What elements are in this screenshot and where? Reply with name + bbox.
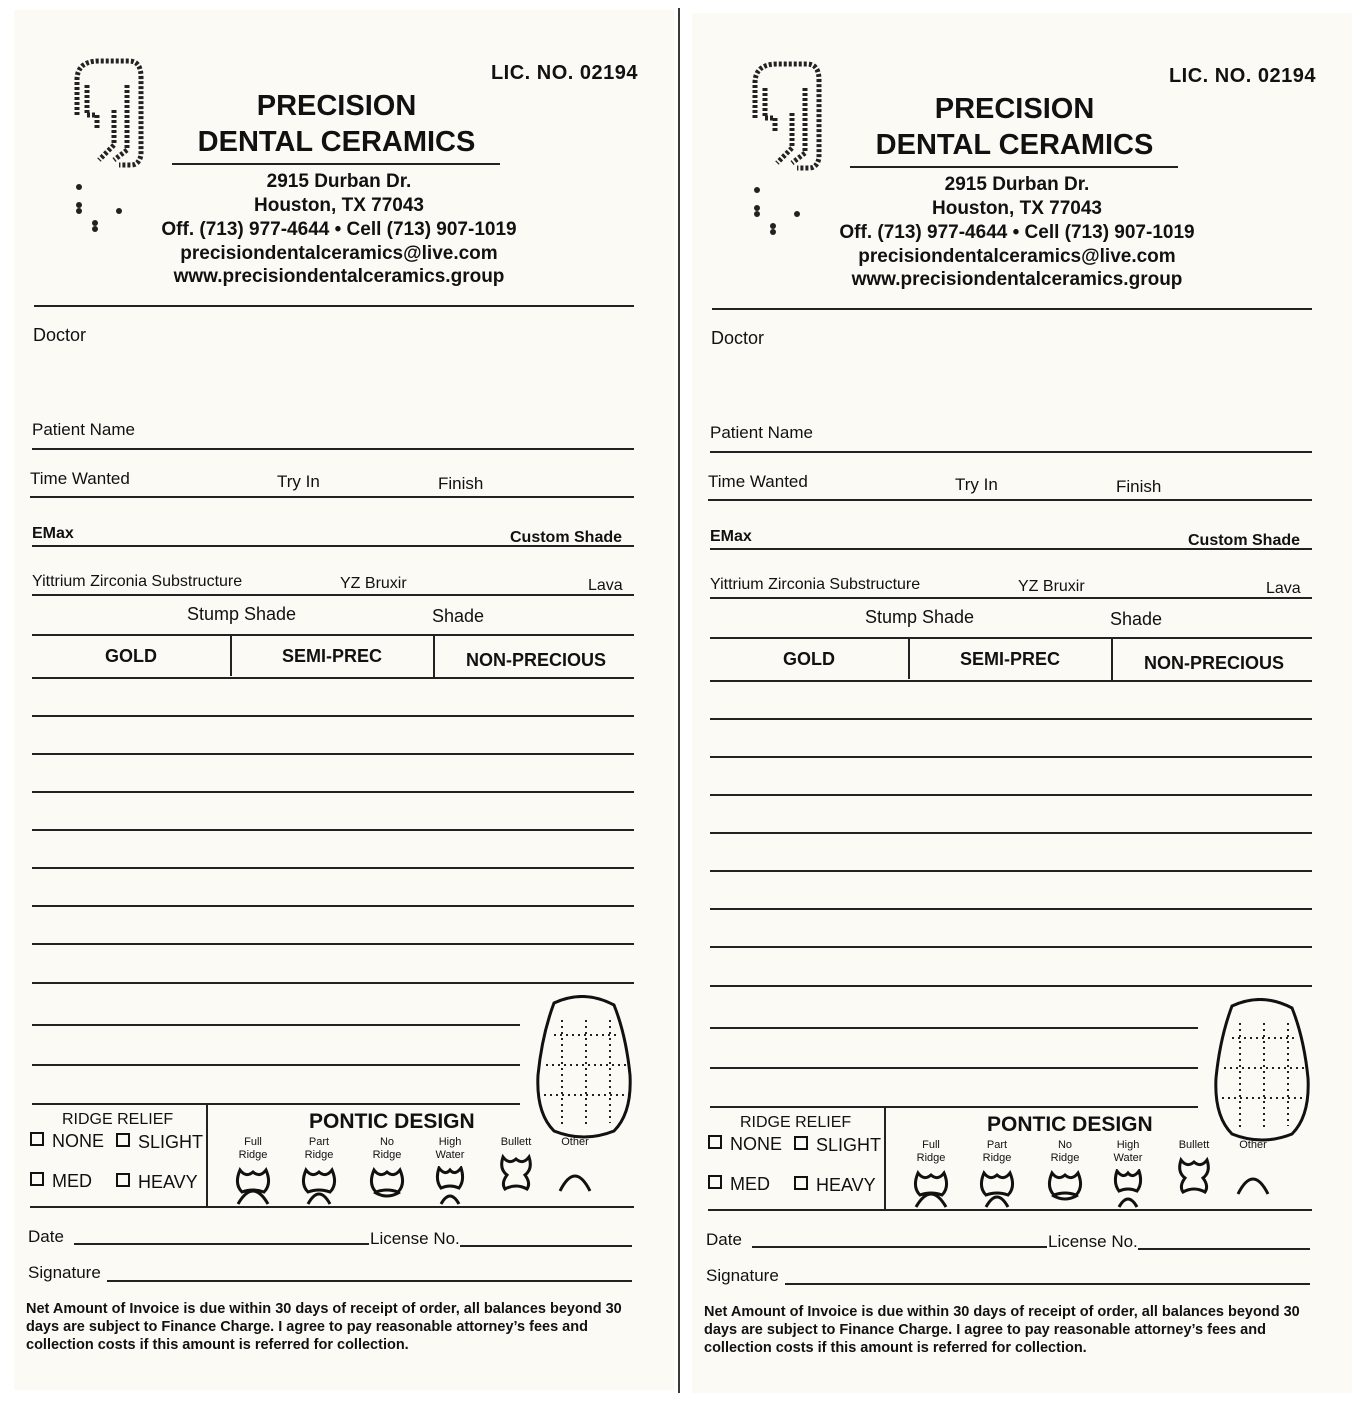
instruction-line[interactable] [32,829,634,831]
pontic-no-ridge-icon [368,1166,406,1206]
yttrium-label: Yittrium Zirconia Substructure [32,573,243,590]
metal-gold[interactable]: GOLD [105,646,157,666]
metal-semi-prec[interactable]: SEMI-PREC [959,649,1060,669]
substructure-field[interactable] [32,594,634,596]
ridge-option-none[interactable]: NONE [30,1131,104,1152]
license-no-field[interactable] [460,1245,632,1247]
instruction-line[interactable] [710,756,1312,758]
metal-non-precious[interactable]: NON-PRECIOUS [1143,653,1284,673]
date-label: Date [28,1227,64,1246]
pontic-row-rule [708,1209,1312,1211]
patient-name-label: Patient Name [710,423,813,442]
instruction-line[interactable] [32,982,634,984]
signature-label: Signature [28,1263,101,1282]
sheet-divider [678,8,680,1393]
pontic-other-icon [556,1153,594,1193]
date-label: Date [706,1230,742,1249]
instruction-line[interactable] [32,1064,520,1066]
instruction-line[interactable] [710,985,1312,987]
pontic-no-ridge-icon [1046,1169,1084,1209]
metal-row-rule [710,680,1312,682]
tooth-shade-map-icon[interactable] [534,995,634,1140]
checkbox-icon[interactable] [30,1172,44,1186]
pontic-high-water-icon [1109,1169,1147,1209]
time-wanted-field[interactable] [708,499,1312,501]
instruction-line[interactable] [710,1067,1198,1069]
metal-divider [433,634,435,678]
signature-label: Signature [706,1266,779,1285]
header-rule [34,305,634,307]
custom-shade-label: Custom Shade [1188,532,1301,549]
metal-divider [230,634,232,676]
lava-label: Lava [1266,580,1301,597]
lab-order-form-left [14,10,674,1390]
shade-field[interactable] [32,634,634,636]
instruction-line[interactable] [710,1106,1198,1108]
title-underline [850,166,1178,168]
payment-terms: Net Amount of Invoice is due within 30 days of receipt of order, all balances beyond 30 days are subject to Finance Charge. I agree to pay reasonable attorney’s fees and collection costs if this amount is referred for collection. [26,1301,622,1353]
pontic-full-ridge-icon [912,1169,950,1209]
pontic-bullett[interactable]: Bullett [1164,1139,1224,1196]
instruction-line[interactable] [32,1103,520,1105]
lab-city: Houston, TX 77043 [254,195,424,216]
instruction-line[interactable] [710,870,1312,872]
pontic-bullett[interactable]: Bullett [486,1136,546,1193]
stump-shade-label: Stump Shade [865,607,975,627]
pontic-full-ridge-icon [234,1166,272,1206]
metal-semi-prec[interactable]: SEMI-PREC [281,646,382,666]
instruction-line[interactable] [32,943,634,945]
checkbox-icon[interactable] [794,1136,808,1150]
instruction-line[interactable] [32,905,634,907]
checkbox-icon[interactable] [116,1133,130,1147]
tooth-shade-map-icon[interactable] [1212,998,1312,1143]
metal-gold[interactable]: GOLD [783,649,835,669]
time-wanted-field[interactable] [30,496,634,498]
ridge-option-none[interactable]: NONE [708,1134,782,1155]
doctor-label: Doctor [711,328,765,348]
pontic-no-ridge[interactable]: No Ridge [1035,1139,1095,1209]
metal-divider [908,637,910,679]
lab-name-line2: DENTAL CERAMICS [197,126,476,158]
pontic-part-ridge-icon [978,1169,1016,1209]
pontic-full-ridge[interactable]: Full Ridge [901,1139,961,1209]
ridge-option-heavy[interactable]: HEAVY [116,1172,198,1193]
pontic-other-icon [1234,1156,1272,1196]
metal-row-rule [32,677,634,679]
ridge-option-slight[interactable]: SLIGHT [116,1132,203,1153]
ridge-option-med[interactable]: MED [30,1171,92,1192]
metal-non-precious[interactable]: NON-PRECIOUS [465,650,606,670]
pontic-part-ridge[interactable]: Part Ridge [289,1136,349,1206]
signature-field[interactable] [107,1280,632,1282]
pontic-other[interactable]: Other [1223,1139,1283,1196]
emax-field[interactable] [710,548,1312,550]
lab-website: www.precisiondentalceramics.group [851,269,1183,290]
checkbox-icon[interactable] [708,1135,722,1149]
lab-website: www.precisiondentalceramics.group [173,266,505,287]
instruction-line[interactable] [710,1027,1198,1029]
pontic-other[interactable]: Other [545,1136,605,1193]
shade-field[interactable] [710,637,1312,639]
instruction-line[interactable] [710,832,1312,834]
lab-email: precisiondentalceramics@live.com [180,243,498,264]
pontic-no-ridge[interactable]: No Ridge [357,1136,417,1206]
yz-bruxir-label: YZ Bruxir [340,575,407,592]
instruction-line[interactable] [32,753,634,755]
shade-label: Shade [432,606,485,626]
lab-phones: Off. (713) 977-4644 • Cell (713) 907-1019 [839,222,1195,243]
ridge-option-med[interactable]: MED [708,1174,770,1195]
lab-name-line2: DENTAL CERAMICS [875,129,1154,161]
custom-shade-label: Custom Shade [510,529,623,546]
instruction-line[interactable] [710,794,1312,796]
finish-label: Finish [438,474,484,493]
instruction-line[interactable] [710,718,1312,720]
pontic-part-ridge[interactable]: Part Ridge [967,1139,1027,1209]
pontic-design-title: PONTIC DESIGN [987,1113,1153,1136]
shade-label: Shade [1110,609,1163,629]
pontic-design-title: PONTIC DESIGN [309,1110,475,1133]
pontic-row-rule [30,1206,634,1208]
instruction-line[interactable] [32,791,634,793]
doctor-label: Doctor [33,325,87,345]
checkbox-icon[interactable] [708,1175,722,1189]
header-rule [712,308,1312,310]
lab-city: Houston, TX 77043 [932,198,1102,219]
ridge-option-heavy[interactable]: HEAVY [794,1175,876,1196]
metal-divider [1111,637,1113,681]
finish-label: Finish [1116,477,1162,496]
instruction-line[interactable] [710,908,1312,910]
instruction-line[interactable] [32,867,634,869]
emax-label: EMax [32,525,74,542]
ridge-relief-title: RIDGE RELIEF [740,1114,852,1131]
checkbox-icon[interactable] [794,1176,808,1190]
date-field[interactable] [752,1246,1047,1248]
time-wanted-label: Time Wanted [30,469,130,488]
substructure-field[interactable] [710,597,1312,599]
lab-street: 2915 Durban Dr. [266,171,412,192]
patient-name-field[interactable] [710,451,1312,453]
payment-terms: Net Amount of Invoice is due within 30 days of receipt of order, all balances beyond 30 days are subject to Finance Charge. I agree to pay reasonable attorney’s fees and collection costs if this amount is referred for collection. [704,1304,1300,1356]
lab-name-line1: PRECISION [934,93,1095,125]
ridge-relief-title: RIDGE RELIEF [62,1111,174,1128]
pontic-high-water[interactable]: High Water [420,1136,480,1206]
emax-label: EMax [710,528,752,545]
license-no-label: License No. [370,1229,460,1248]
ridge-pontic-divider [884,1107,886,1211]
checkbox-icon[interactable] [30,1132,44,1146]
license-no-label: License No. [1048,1232,1138,1251]
signature-field[interactable] [785,1283,1310,1285]
try-in-label: Try In [277,472,320,491]
pontic-high-water-icon [431,1166,469,1206]
stump-shade-label: Stump Shade [187,604,297,624]
lab-street: 2915 Durban Dr. [944,174,1090,195]
try-in-label: Try In [955,475,998,494]
ridge-option-slight[interactable]: SLIGHT [794,1135,881,1156]
patient-name-label: Patient Name [32,420,135,439]
title-underline [172,163,500,165]
date-field[interactable] [74,1243,369,1245]
lab-order-form-right [692,13,1352,1393]
instruction-line[interactable] [32,715,634,717]
instruction-line[interactable] [32,1024,520,1026]
license-no-field[interactable] [1138,1248,1310,1250]
time-wanted-label: Time Wanted [708,472,808,491]
lava-label: Lava [588,577,623,594]
license-number: LIC. NO. 02194 [490,62,638,84]
instruction-line[interactable] [710,946,1312,948]
yttrium-label: Yittrium Zirconia Substructure [710,576,921,593]
pontic-bullett-icon [1175,1156,1213,1196]
license-number: LIC. NO. 02194 [1168,65,1316,87]
lab-email: precisiondentalceramics@live.com [858,246,1176,267]
pontic-bullett-icon [497,1153,535,1193]
yz-bruxir-label: YZ Bruxir [1018,578,1085,595]
pontic-full-ridge[interactable]: Full Ridge [223,1136,283,1206]
pontic-part-ridge-icon [300,1166,338,1206]
lab-name-line1: PRECISION [256,90,417,122]
ridge-pontic-divider [206,1104,208,1208]
checkbox-icon[interactable] [116,1173,130,1187]
emax-field[interactable] [32,545,634,547]
pontic-high-water[interactable]: High Water [1098,1139,1158,1209]
lab-phones: Off. (713) 977-4644 • Cell (713) 907-1019 [161,219,517,240]
patient-name-field[interactable] [32,448,634,450]
